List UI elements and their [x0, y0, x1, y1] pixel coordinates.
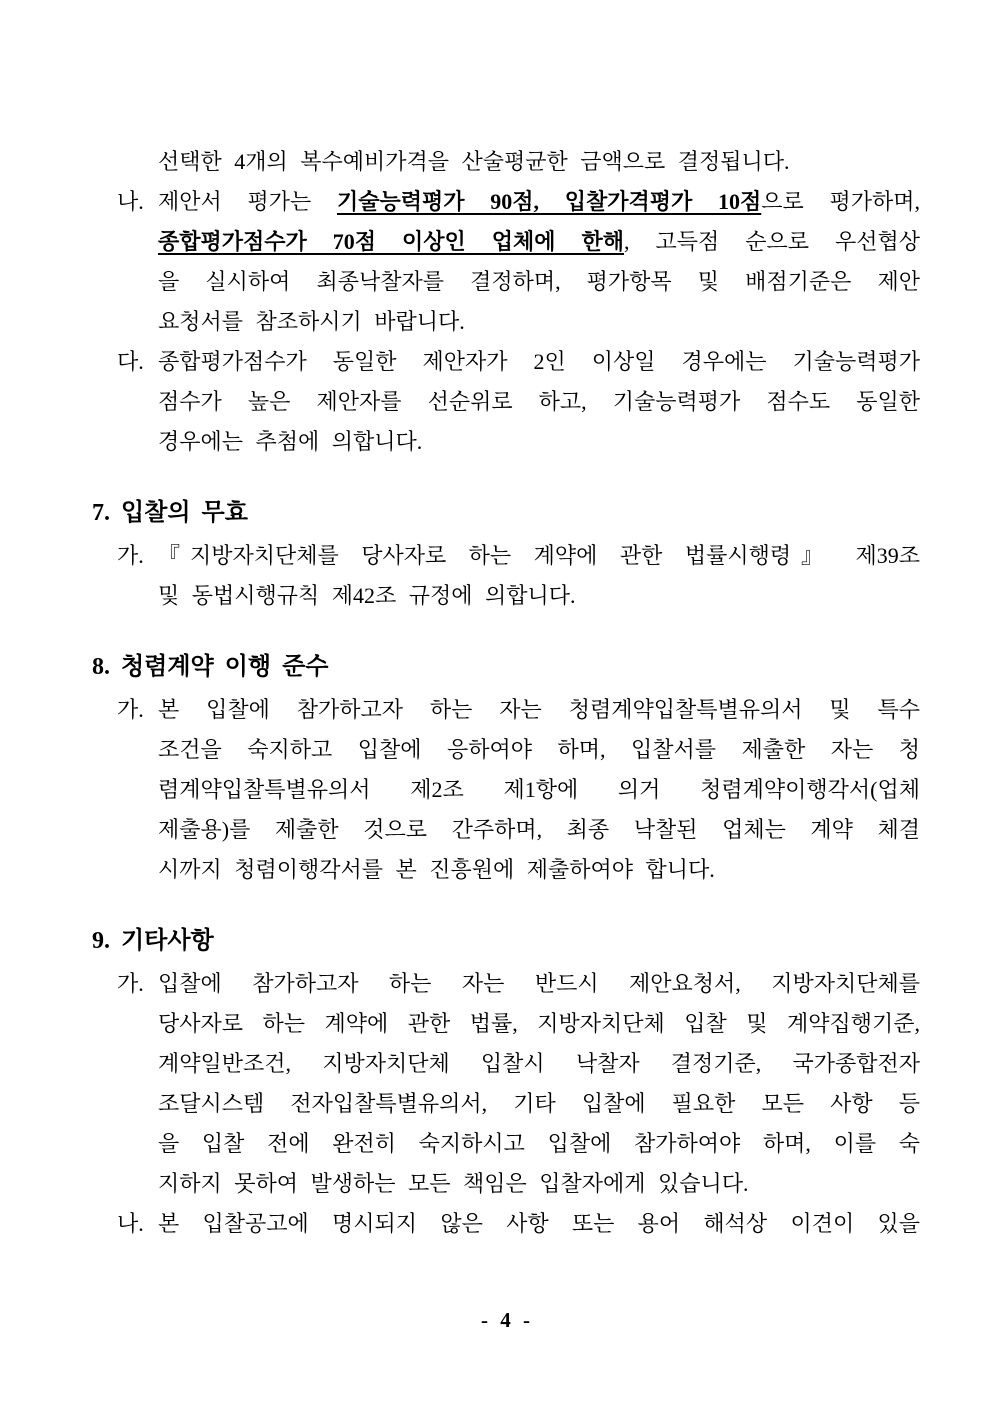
- list-item-label: 나.: [117, 1211, 144, 1236]
- list-item-ga: [92, 964, 920, 1004]
- text-run: 입찰에 참가하고자 하는 자는 반드시 제안요청서, 지방자치단체를: [158, 971, 920, 996]
- text-run: 『지방자치단체를 당사자로 하는 계약에 관한 법률시행령』 제39조: [158, 543, 920, 568]
- paragraph-line: [92, 222, 920, 262]
- text-run: 제안서 평가는: [158, 189, 337, 214]
- page-number: - 4 -: [481, 1308, 531, 1332]
- paragraph-line: 지하지 못하여 발생하는 모든 책임은 입찰자에게 있습니다.: [158, 1171, 749, 1196]
- list-item-label: 나.: [117, 189, 144, 214]
- list-item-na: [92, 182, 920, 222]
- section-heading-9: 9. 기타사항: [92, 928, 214, 954]
- section-heading-7: 7. 입찰의 무효: [92, 500, 248, 526]
- list-item-label: 가.: [117, 971, 144, 996]
- section-heading-8: 8. 청렴계약 이행 준수: [92, 654, 329, 680]
- text-run: 으로 평가하며,: [761, 189, 921, 214]
- paragraph-line: 조건을 숙지하고 입찰에 응하여야 하며, 입찰서를 제출한 자는 청: [158, 737, 920, 762]
- paragraph-line: 을 실시하여 최종낙찰자를 결정하며, 평가항목 및 배점기준은 제안: [158, 269, 920, 294]
- list-item-label: 가.: [117, 697, 144, 722]
- paragraph-line: 점수가 높은 제안자를 선순위로 하고, 기술능력평가 점수도 동일한: [158, 389, 920, 414]
- paragraph-line: 선택한 4개의 복수예비가격을 산술평균한 금액으로 결정됩니다.: [158, 149, 790, 174]
- text-run: 본 입찰에 참가하고자 하는 자는 청렴계약입찰특별유의서 및 특수: [158, 697, 920, 722]
- list-item-da: [92, 342, 920, 382]
- paragraph-line: 제출용)를 제출한 것으로 간주하며, 최종 낙찰된 업체는 계약 체결: [158, 817, 920, 842]
- paragraph-line: 조달시스템 전자입찰특별유의서, 기타 입찰에 필요한 모든 사항 등: [158, 1091, 920, 1116]
- text-run: 본 입찰공고에 명시되지 않은 사항 또는 용어 해석상 이견이 있을: [158, 1211, 920, 1236]
- paragraph-line: 시까지 청렴이행각서를 본 진흥원에 제출하여야 합니다.: [158, 857, 715, 882]
- paragraph-line: 경우에는 추첨에 의합니다.: [158, 429, 423, 454]
- paragraph-line: 렴계약입찰특별유의서 제2조 제1항에 의거 청렴계약이행각서(업체: [158, 777, 920, 802]
- paragraph-line: 당사자로 하는 계약에 관한 법률, 지방자치단체 입찰 및 계약집행기준,: [158, 1011, 920, 1036]
- paragraph-line: 을 입찰 전에 완전히 숙지하시고 입찰에 참가하여야 하며, 이를 숙: [158, 1131, 920, 1156]
- emphasized-text: 기술능력평가 90점, 입찰가격평가 10점: [337, 189, 762, 214]
- list-item-na: [92, 1204, 920, 1244]
- emphasized-text: 종합평가점수가 70점 이상인 업체에 한해: [158, 229, 624, 254]
- paragraph-line: 및 동법시행규칙 제42조 규정에 의합니다.: [158, 583, 576, 608]
- paragraph-line: 계약일반조건, 지방자치단체 입찰시 낙찰자 결정기준, 국가종합전자: [158, 1051, 920, 1076]
- text-run: , 고득점 순으로 우선협상: [624, 229, 920, 254]
- text-run: 종합평가점수가 동일한 제안자가 2인 이상일 경우에는 기술능력평가: [158, 349, 920, 374]
- list-item-ga: [92, 690, 920, 730]
- list-item-label: 다.: [117, 349, 144, 374]
- list-item-ga: [92, 536, 920, 576]
- paragraph-line: 요청서를 참조하시기 바랍니다.: [158, 309, 465, 334]
- list-item-label: 가.: [117, 543, 144, 568]
